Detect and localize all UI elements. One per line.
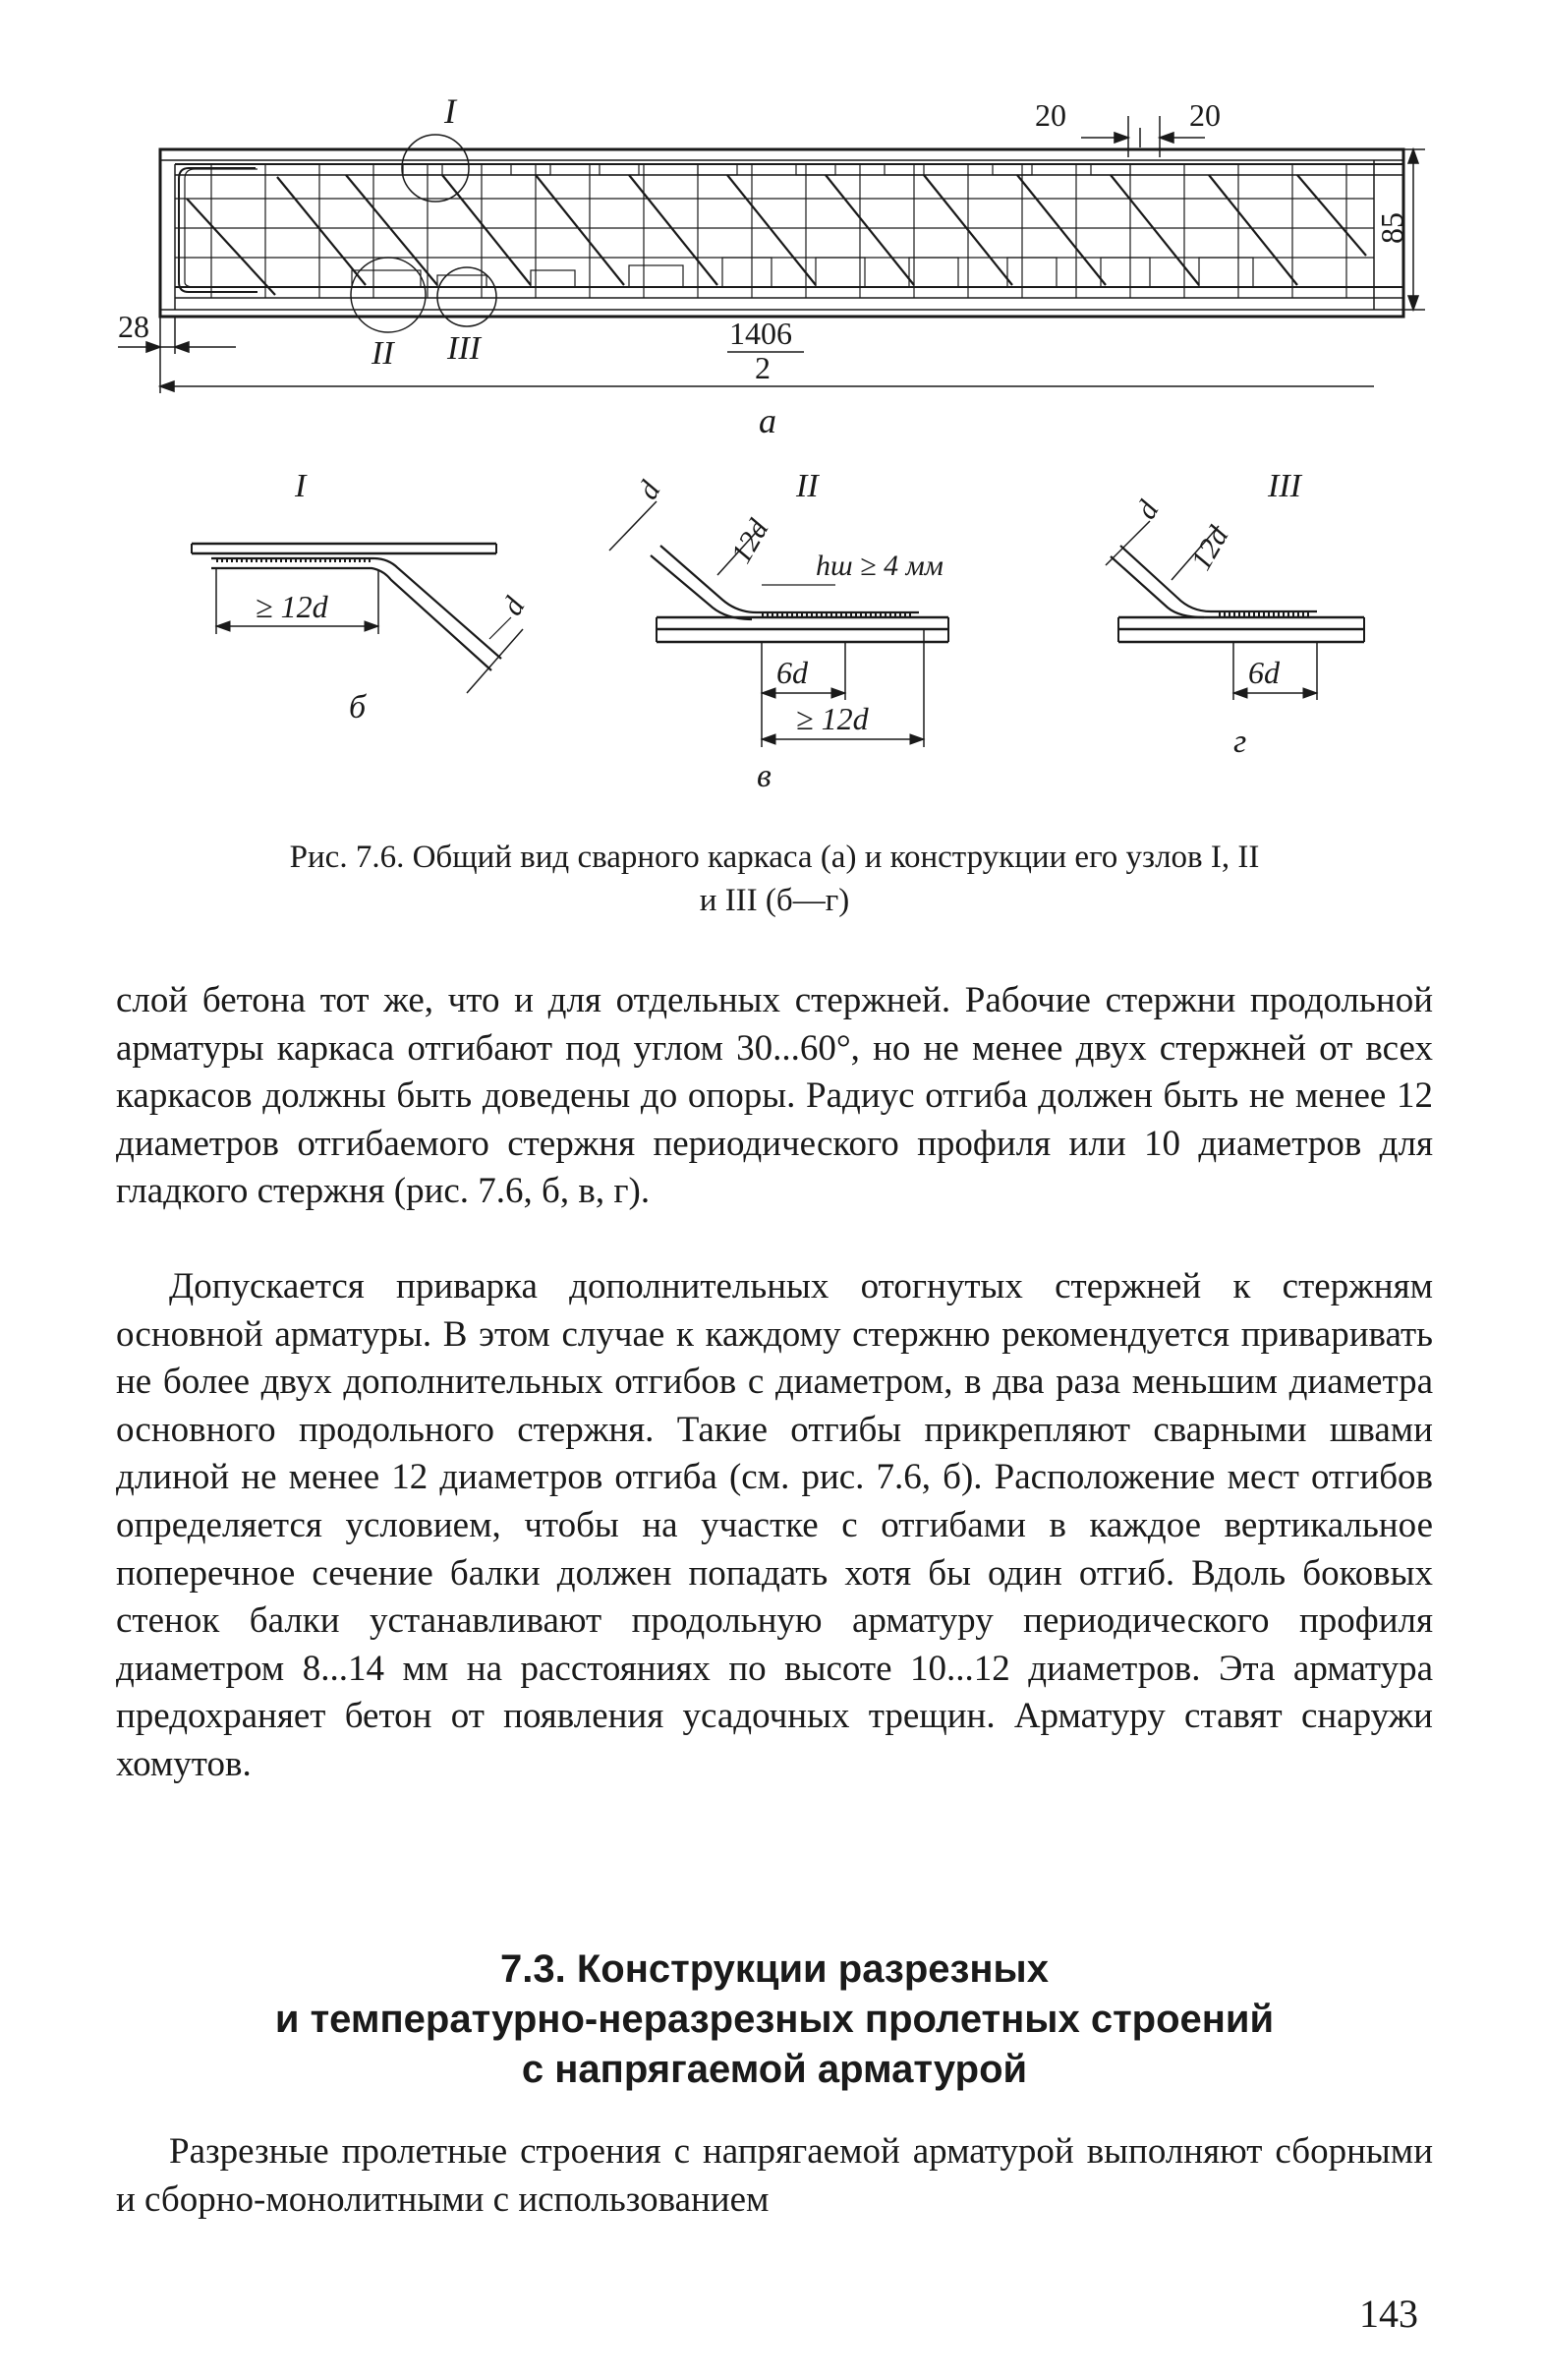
dim-length-denominator: 2 xyxy=(755,350,771,385)
detail-3-bar-d: d xyxy=(1129,495,1166,525)
caption-line-1: Рис. 7.6. Общий вид сварного каркаса (а) и конструкции его узлов I, II xyxy=(289,840,1260,875)
dim-spacing-a: 20 xyxy=(1035,97,1066,133)
detail-title-3: III xyxy=(1268,468,1301,504)
detail-2-bend-12d: 12d xyxy=(724,514,775,569)
panel-letter-c: в xyxy=(757,758,772,794)
dim-spacing-b: 20 xyxy=(1189,97,1221,133)
detail-title-2: II xyxy=(796,468,819,504)
detail-2-six-d: 6d xyxy=(776,655,808,690)
paragraph-3: Разрезные пролетные строения с напрягаемой арматурой выполняют сборными и сборно-монолитными с использованием xyxy=(116,2131,1433,2220)
detail-2-weld-length: ≥ 12d xyxy=(796,701,869,736)
detail-3-bend-12d: 12d xyxy=(1184,521,1235,576)
detail-1-weld-length: ≥ 12d xyxy=(256,589,328,624)
node-mark-3: III xyxy=(447,330,481,367)
caption-line-2: и III (б—г) xyxy=(699,883,850,918)
dimension-lines xyxy=(118,116,1425,393)
detail-2-seam-height: hш ≥ 4 мм xyxy=(816,550,944,582)
paragraph-1: слой бетона тот же, что и для отдельных стержней. Рабочие стержни продольной арматуры каркаса отгибают под углом 30...60°, но не менее двух стержней от всех каркасов должны быть доведены до опоры. Радиус отгиба должен быть не менее 12 диаметров отгибаемого стержня периодического профиля или 10 диаметров для гладкого стержня (рис. 7.6, б, в, г). xyxy=(116,980,1433,1212)
page-number: 143 xyxy=(1359,2292,1418,2336)
panel-letter-b: б xyxy=(349,689,367,726)
dim-height: 85 xyxy=(1374,212,1409,244)
detail-1-drawing xyxy=(192,544,523,693)
node-mark-1: I xyxy=(444,91,456,131)
paragraph-2: Допускается приварка дополнительных отогнутых стержней к стержням основной арматуры. В этом случае к каждому стержню рекомендуется приваривать не более двух дополнительных отгибов с диаметром, в два раза меньшим диаметра основного продольного стержня. Такие отгибы прикрепляют сварными швами длиной не менее 12 диаметров отгиба (см. рис. 7.6, б). Расположение мест отгибов определяется условием, чтобы на участке с отгибами в каждое вертикальное поперечное сечение балки должен попадать хотя бы один отгиб. Вдоль боковых стенок балки устанавливают продольную арматуру периодического профиля диаметром 8...14 мм на расстояниях по высоте 10...12 диаметров. Эта арматура предохраняет бетон от появления усадочных трещин. Арматуру ставят снаружи хомутов. xyxy=(116,1266,1433,1784)
panel-letter-d: г xyxy=(1233,724,1247,760)
detail-3-six-d: 6d xyxy=(1248,655,1280,690)
dim-length-numerator: 1406 xyxy=(729,316,792,351)
detail-2-drawing xyxy=(609,501,948,747)
panel-letter-a: а xyxy=(759,401,776,440)
detail-3-drawing xyxy=(1106,521,1364,700)
dim-cover: 28 xyxy=(118,309,149,344)
section-heading: 7.3. Конструкции разрезных и температурно-неразрезных пролетных строений с напрягаемой арматурой xyxy=(274,1947,1275,2091)
cage-bent-bars xyxy=(187,175,1366,295)
detail-title-1: I xyxy=(295,468,307,504)
detail-2-bar-d: d xyxy=(631,476,667,505)
node-mark-2: II xyxy=(372,335,394,372)
figure-caption xyxy=(116,836,1433,922)
detail-1-bar-d: d xyxy=(495,592,532,621)
